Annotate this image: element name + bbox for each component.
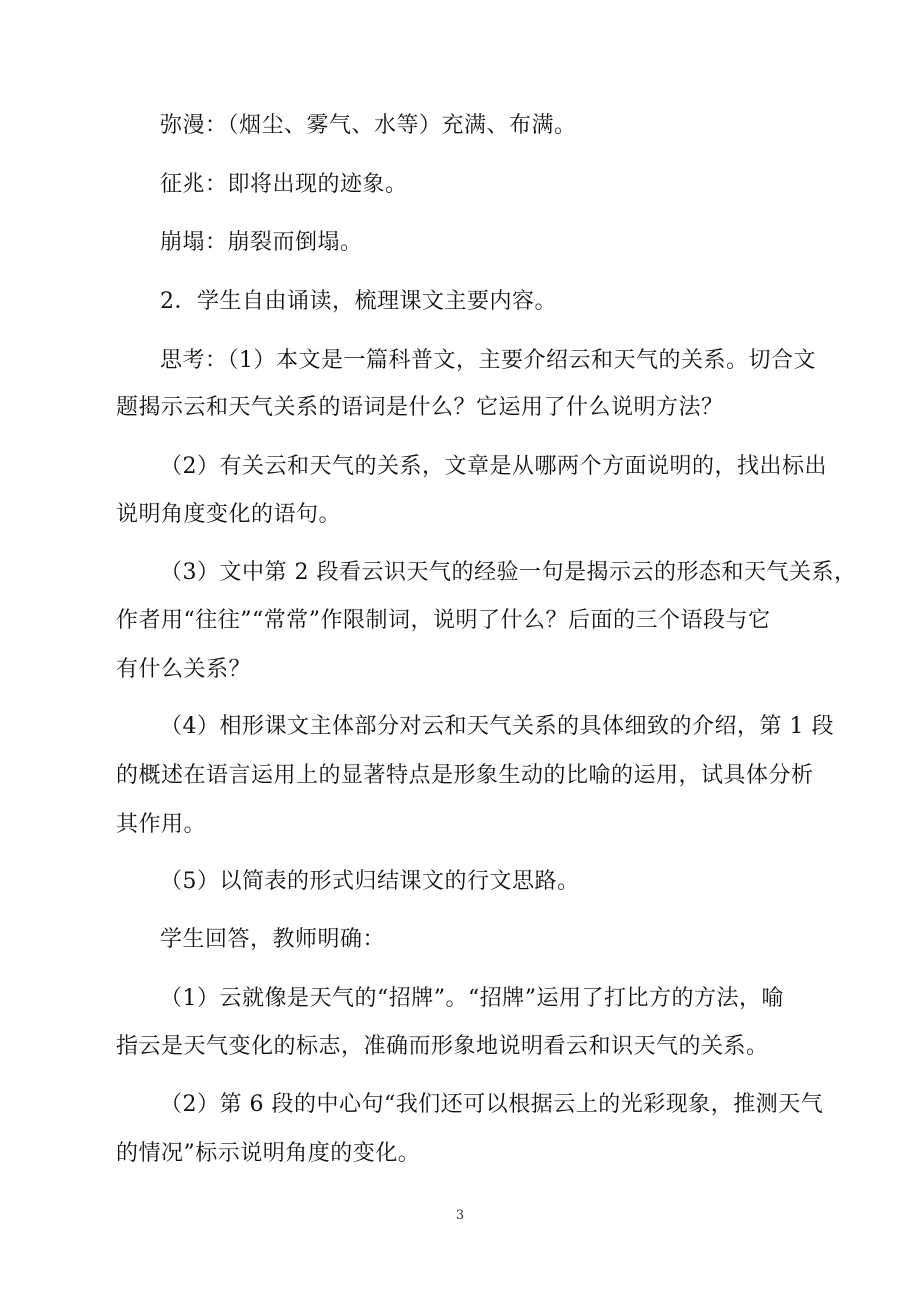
definition-zhengzhao: 征兆：即将出现的迹象。 (160, 172, 408, 197)
question-4-line-2: 的概述在语言运用上的显著特点是形象生动的比喻的运用，试具体分析 (116, 763, 814, 788)
question-1-line-2: 题揭示云和天气关系的语词是什么？它运用了什么说明方法？ (116, 395, 724, 420)
question-1-line-1: 思考：（1）本文是一篇科普文，主要介绍云和天气的关系。切合文 (160, 348, 816, 373)
question-4-line-3: 其作用。 (116, 812, 207, 837)
question-2-line-1: （2）有关云和天气的关系，文章是从哪两个方面说明的，找出标出 (160, 454, 827, 479)
answer-intro: 学生回答，教师明确： (160, 927, 386, 952)
answer-2-line-2: 的情况”标示说明角度的变化。 (116, 1141, 421, 1166)
answer-2-line-1: （2）第 6 段的中心句“我们还可以根据云上的光彩现象，推测天气 (160, 1092, 824, 1117)
answer-1-line-2: 指云是天气变化的标志，准确而形象地说明看云和识天气的关系。 (116, 1034, 769, 1059)
answer-1-line-1: （1）云就像是天气的“招牌”。“招牌”运用了打比方的方法，喻 (160, 986, 784, 1011)
definition-miman: 弥漫：（烟尘、雾气、水等）充满、布满。 (160, 113, 577, 138)
question-3-line-1: （3）文中第 2 段看云识天气的经验一句是揭示云的形态和天气关系， (160, 560, 857, 585)
definition-bengta: 崩塌：崩裂而倒塌。 (160, 230, 363, 255)
question-3-line-2: 作者用“往往”“常常”作限制词，说明了什么？后面的三个语段与它 (116, 608, 771, 633)
question-2-line-2: 说明角度变化的语句。 (116, 502, 342, 527)
question-3-line-3: 有什么关系？ (116, 657, 252, 682)
question-5: （5）以简表的形式归结课文的行文思路。 (160, 869, 580, 894)
page-number: 3 (455, 1208, 465, 1223)
section-heading-2: 2．学生自由诵读，梳理课文主要内容。 (160, 289, 557, 314)
question-4-line-1: （4）相形课文主体部分对云和天气关系的具体细致的介绍，第 1 段 (160, 714, 834, 739)
